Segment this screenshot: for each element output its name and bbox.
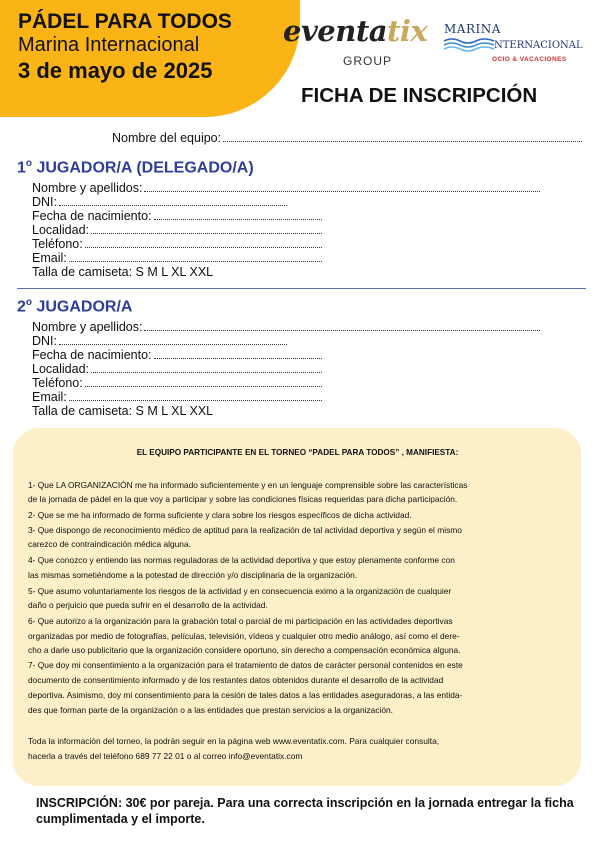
marina-logo-sub: OCIO & VACACIONES [492,56,567,63]
manifest-line: daño o perjuicio que pueda sufrir en el desarrollo de la actividad. [28,600,268,610]
player2-city-field[interactable] [32,362,322,376]
player2-shirt-label: Talla de camiseta: S M L XL XXL [32,404,214,418]
player1-email-field[interactable] [32,251,322,265]
waves-icon [442,36,496,52]
player2-city-line[interactable] [91,372,322,373]
player1-name-label: Nombre y apellidos: [32,181,143,195]
inscription-note: INSCRIPCIÓN: 30€ por pareja. Para una correcta inscripción en la jornada entregar la ficha cumplimentada y el importe. [36,796,574,826]
manifest-line: carezco de contraindicación médica alguna. [28,539,191,549]
player2-phone-field[interactable] [32,376,322,390]
player1-title-num: 1 [17,159,26,177]
player2-phone-label: Teléfono: [32,376,83,390]
manifest-line: 4- Que conozco y entiendo las normas reguladoras de la actividad deportiva y que estoy plenamente conforme con [28,555,455,565]
player1-dni-line[interactable] [59,205,287,206]
section-divider [17,288,586,289]
player2-dni-line[interactable] [59,344,287,345]
player2-title [17,297,132,316]
player1-birth-line[interactable] [154,219,322,220]
manifest-line: 3- Que dispongo de reconocimiento médico de aptitud para la realización de tal actividad deportiva y según el mismo [28,525,462,535]
player2-birth-field[interactable] [32,348,322,362]
player2-name-field[interactable] [32,320,540,334]
player1-birth-field[interactable] [32,209,322,223]
player2-phone-line[interactable] [85,386,322,387]
player1-title [17,158,254,177]
player1-birth-label: Fecha de nacimiento: [32,209,152,223]
marina-internacional-logo [440,22,583,70]
player1-city-label: Localidad: [32,223,89,237]
player1-city-line[interactable] [91,233,322,234]
eventatix-wordmark [283,14,427,48]
document-title: FICHA DE INSCRIPCIÓN [301,84,538,107]
eventatix-group-label: GROUP [343,54,393,68]
player2-name-line[interactable] [144,330,540,331]
player2-email-field[interactable] [32,390,322,404]
manifest-line: 7- Que doy mi consentimiento a la organización para el tratamiento de datos de carácter personal contenidos en este [28,660,463,670]
player1-dni-label: DNI: [32,195,57,209]
player2-dni-label: DNI: [32,334,57,348]
team-name-line[interactable] [223,141,582,142]
player2-birth-line[interactable] [154,358,322,359]
manifest-title: EL EQUIPO PARTICIPANTE EN EL TORNEO “PADEL PARA TODOS” , MANIFIESTA: [136,448,459,457]
manifest-line: 2- Que se me ha informado de forma suficiente y clara sobre los riesgos específicos de dicha actividad. [28,510,412,520]
team-name-field[interactable] [112,131,582,145]
event-venue: Marina Internacional [18,34,200,56]
manifest-line: des que forman parte de la organización o a las entidades que prestan servicios a la organización. [28,705,394,715]
player2-title-ordinal: o [25,297,33,308]
eventatix-wordmark-accent: tix [387,14,428,48]
player1-email-label: Email: [32,251,67,265]
player1-dni-field[interactable] [32,195,287,209]
manifest-line: 1- Que LA ORGANIZACIÓN me ha informado suficientemente y en un lenguaje comprensible sobre las características [28,480,468,490]
player1-email-line[interactable] [69,261,322,262]
player2-email-line[interactable] [69,400,322,401]
player2-email-label: Email: [32,390,67,404]
manifest-line: las mismas sometiéndome a la potestad de dirección y/o disciplinaria de la organización. [28,570,358,580]
player1-phone-line[interactable] [85,247,322,248]
manifest-line: deportiva. Asimismo, doy mi consentimiento para la cesión de tales datos a las entidades aseguradoras, a las entida- [28,690,463,700]
player1-shirt-label: Talla de camiseta: S M L XL XXL [32,265,214,279]
player2-shirt-size[interactable] [32,404,213,418]
player2-city-label: Localidad: [32,362,89,376]
manifest-line: documento de consentimiento informado y de los restantes datos obtenidos durante el desarrollo de la actividad [28,675,444,685]
event-date: 3 de mayo de 2025 [18,58,213,83]
manifest-info-line: hacerla a través del teléfono 689 77 22 01 o al correo info@eventatix.com [28,751,303,761]
player2-birth-label: Fecha de nacimiento: [32,348,152,362]
player1-title-text: JUGADOR/A (DELEGADO/A) [32,159,254,177]
player1-name-line[interactable] [144,191,540,192]
marina-logo-int: NTERNACIONAL [494,40,583,51]
player2-name-label: Nombre y apellidos: [32,320,143,334]
manifest-line: 5- Que asumo voluntariamente los riesgos de la actividad y en consecuencia eximo a la organización de cualquier [28,586,452,596]
event-title: PÁDEL PARA TODOS [18,10,232,33]
manifest-line: de la jornada de pádel en la que voy a participar y sobre las condiciones físicas requeridas para dicha participación. [28,494,458,504]
player2-title-text: JUGADOR/A [32,298,133,316]
player1-title-ordinal: o [25,158,33,169]
manifest-line: 6- Que autorizo a la organización para la grabación total o parcial de mi participación en las actividades deportivas [28,616,453,626]
manifest-line: cho a darle uso publicitario que la organización considere oportuno, sin derecho a compensación económica alguna. [28,645,461,655]
player1-phone-field[interactable] [32,237,322,251]
player1-phone-label: Teléfono: [32,237,83,251]
manifest-line: organizadas por medio de fotografías, películas, televisión, vídeos y cualquier otro medio análogo, así como el dere- [28,631,460,641]
team-name-label: Nombre del equipo: [112,131,222,145]
player2-title-num: 2 [17,298,26,316]
player1-city-field[interactable] [32,223,322,237]
player1-shirt-size[interactable] [32,265,213,279]
manifest-info-line: Toda la información del torneo, la podrán seguir en la página web www.eventatix.com. Para cualquier consulta, [28,736,440,746]
player1-name-field[interactable] [32,181,540,195]
event-banner [0,0,300,117]
eventatix-wordmark-main: eventa [283,14,388,48]
eventatix-logo [283,14,428,74]
player2-dni-field[interactable] [32,334,287,348]
marina-logo-top: MARINA [444,22,501,36]
